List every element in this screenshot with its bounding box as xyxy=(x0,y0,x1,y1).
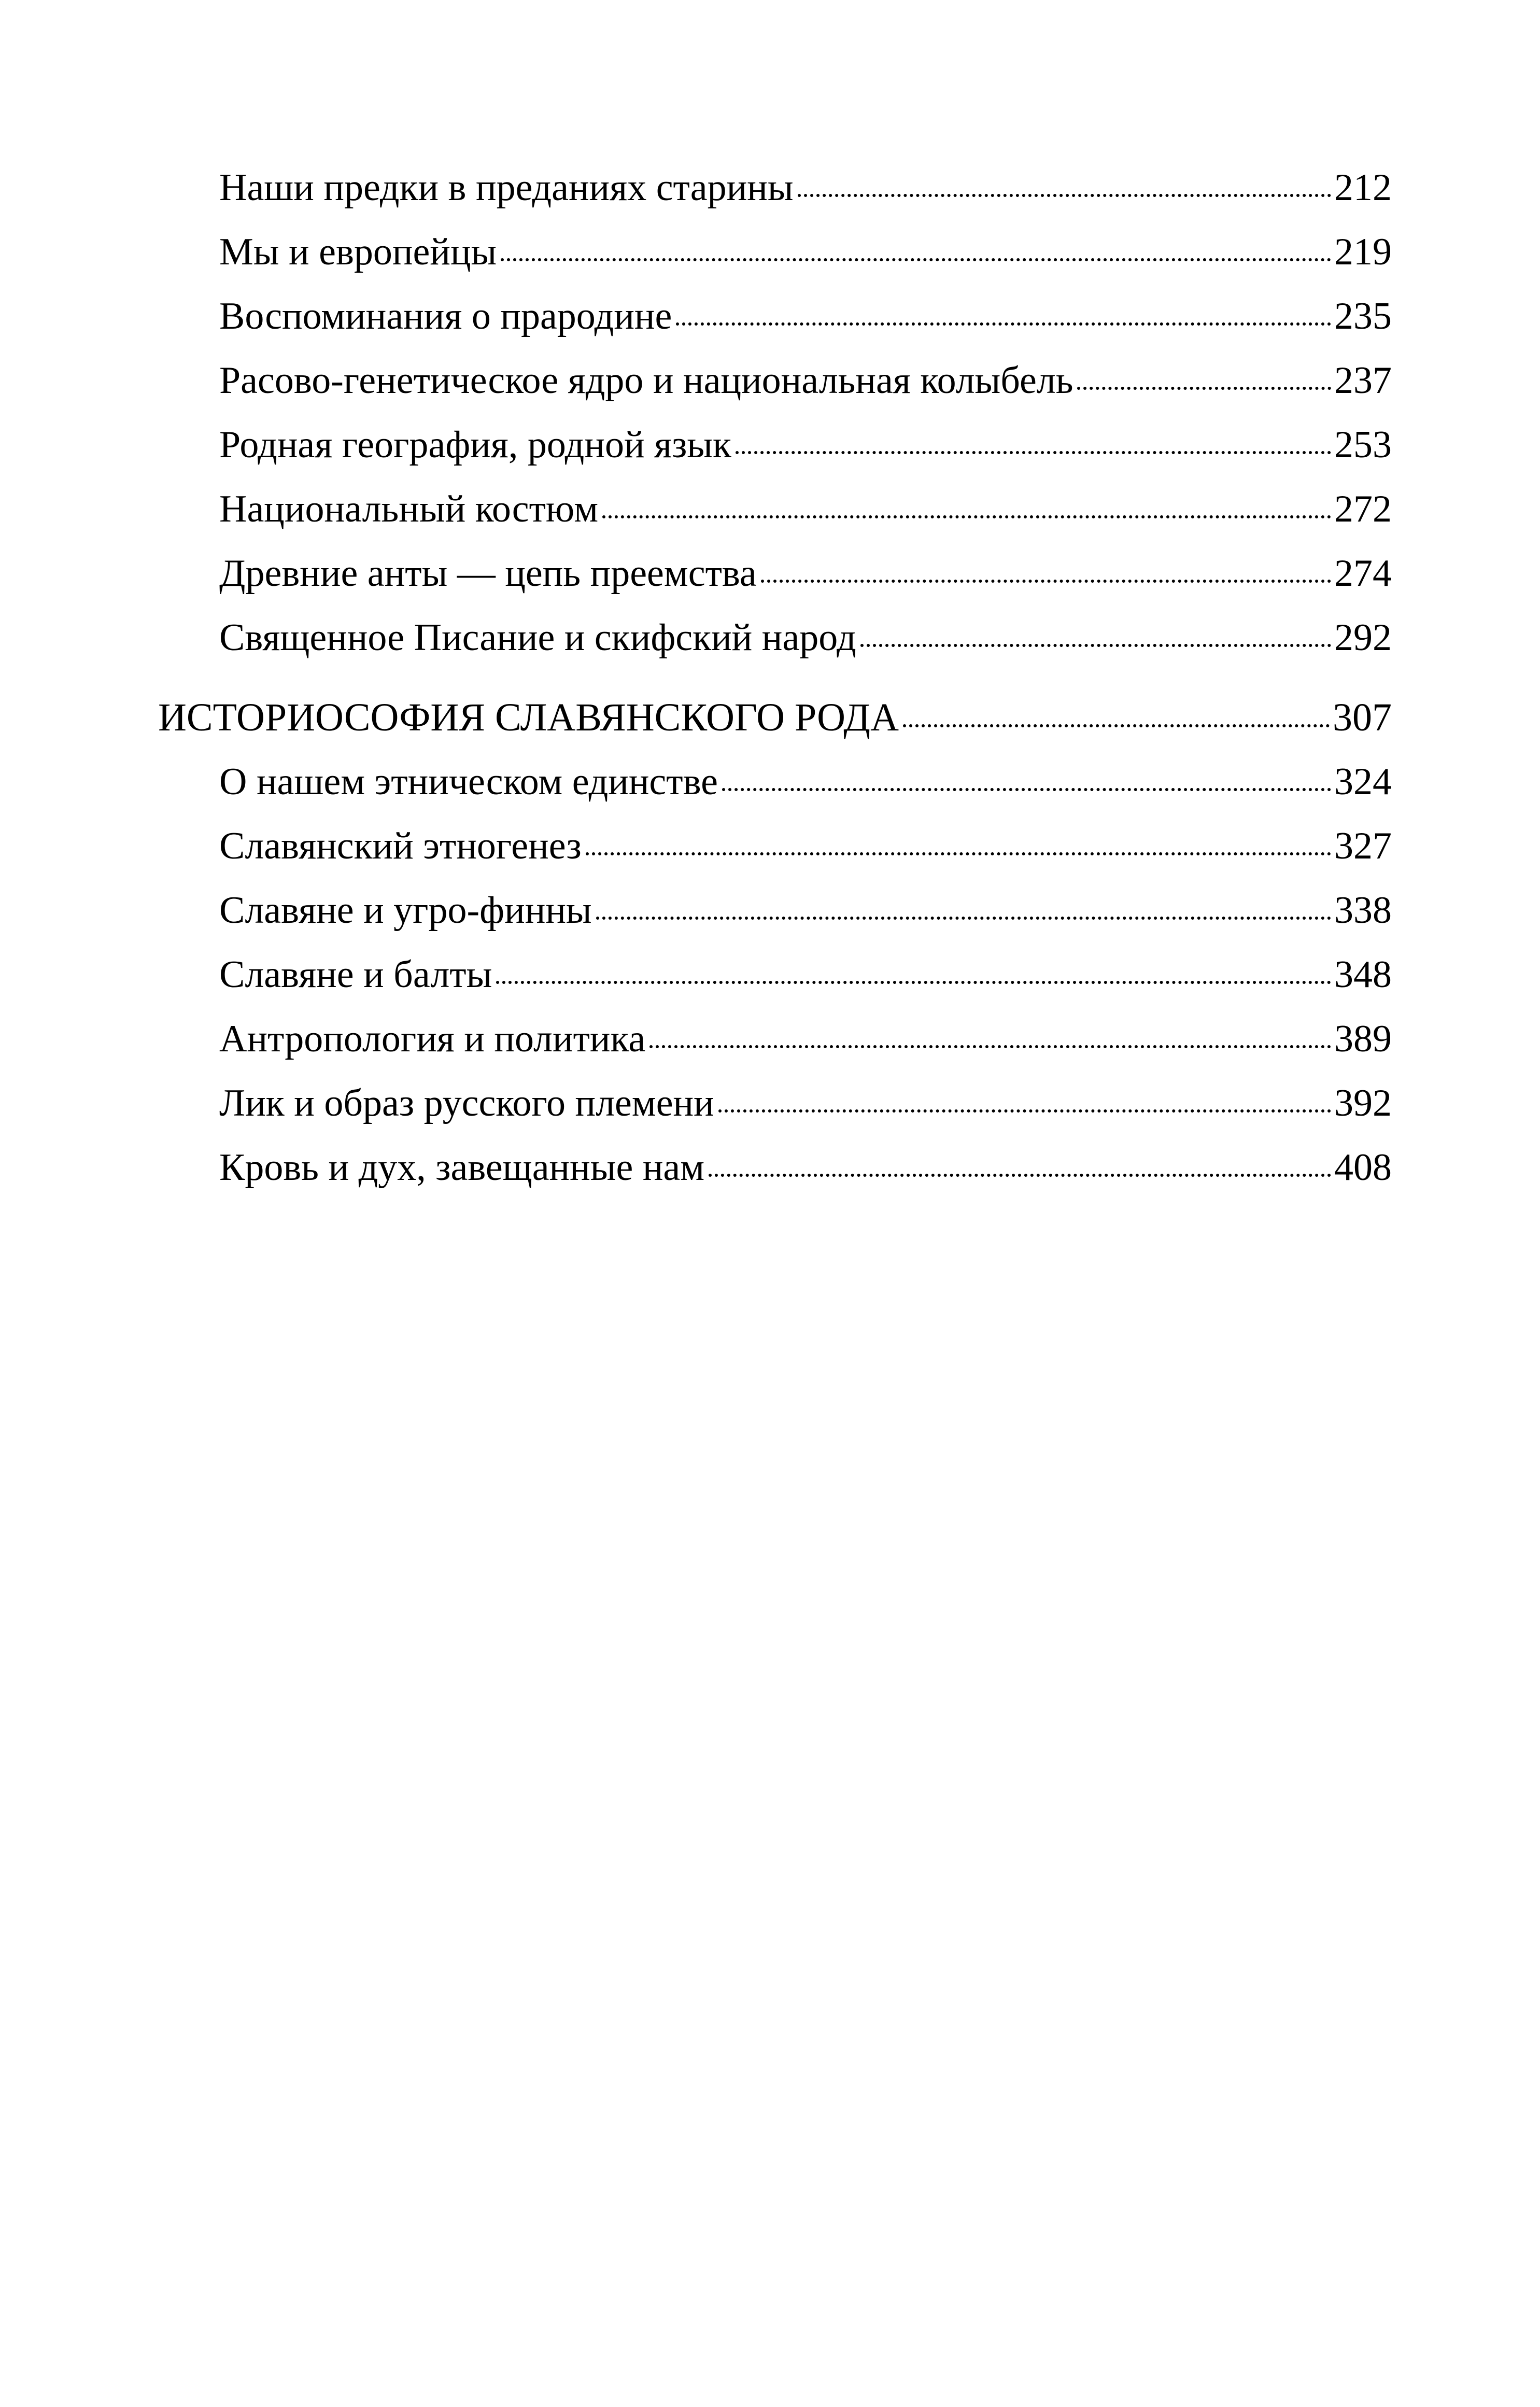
dot-leader xyxy=(1077,387,1331,390)
toc-entry xyxy=(158,1071,1392,1135)
dot-leader xyxy=(798,194,1331,197)
toc-entry-title: Древние анты — цепь преемства xyxy=(219,552,757,595)
toc-entry-title: Расово-генетическое ядро и национальная колыбель xyxy=(219,359,1073,402)
toc-entry-title: Славяне и балты xyxy=(219,953,492,996)
toc-entry-title: Национальный костюм xyxy=(219,488,599,530)
toc-entry xyxy=(158,348,1392,413)
toc-entry-title: Наши предки в преданиях старины xyxy=(219,166,794,209)
toc-entry-page: 219 xyxy=(1334,231,1392,273)
dot-leader xyxy=(736,451,1331,454)
dot-leader xyxy=(722,788,1331,791)
toc-entry xyxy=(158,942,1392,1007)
toc-entry xyxy=(158,284,1392,348)
toc-entry-title: О нашем этническом единстве xyxy=(219,761,718,803)
toc-section-heading xyxy=(158,685,1392,750)
toc-entry-page: 253 xyxy=(1334,424,1392,466)
dot-leader xyxy=(496,981,1331,984)
toc-entry-page: 389 xyxy=(1334,1018,1392,1060)
dot-leader xyxy=(709,1174,1331,1177)
dot-leader xyxy=(676,322,1331,326)
dot-leader xyxy=(501,258,1331,261)
toc-entry-title: Славяне и угро-финны xyxy=(219,889,592,932)
toc-entry-page: 327 xyxy=(1334,825,1392,867)
toc-entry xyxy=(158,750,1392,814)
toc-entry-page: 348 xyxy=(1334,953,1392,996)
dot-leader xyxy=(860,644,1331,647)
toc-entry xyxy=(158,814,1392,878)
dot-leader xyxy=(718,1109,1331,1113)
toc-entry xyxy=(158,541,1392,606)
toc-entry-page: 237 xyxy=(1334,359,1392,402)
toc-entry-page: 324 xyxy=(1334,761,1392,803)
toc-entry xyxy=(158,606,1392,670)
dot-leader xyxy=(903,724,1330,727)
toc-entry xyxy=(158,1135,1392,1200)
toc-entry-title: Мы и европейцы xyxy=(219,231,497,273)
toc-entry-page: 212 xyxy=(1334,166,1392,209)
dot-leader xyxy=(761,580,1331,583)
toc-entry-title: Лик и образ русского племени xyxy=(219,1082,714,1124)
toc-entry-title: Кровь и дух, завещанные нам xyxy=(219,1146,705,1189)
dot-leader xyxy=(602,515,1331,518)
dot-leader xyxy=(649,1045,1331,1048)
toc-entry-title: Антропология и политика xyxy=(219,1018,646,1060)
table-of-contents xyxy=(158,156,1392,1200)
toc-entry-page: 272 xyxy=(1334,488,1392,530)
toc-entry xyxy=(158,156,1392,220)
toc-section-title: ИСТОРИОСОФИЯ СЛАВЯНСКОГО РОДА xyxy=(158,696,899,739)
toc-entry xyxy=(158,477,1392,541)
toc-entry-page: 235 xyxy=(1334,295,1392,337)
dot-leader xyxy=(596,917,1331,920)
toc-entry xyxy=(158,878,1392,942)
dot-leader xyxy=(586,852,1331,855)
toc-entry xyxy=(158,413,1392,477)
toc-entry-title: Родная география, родной язык xyxy=(219,424,731,466)
toc-entry-title: Славянский этногенез xyxy=(219,825,582,867)
toc-entry xyxy=(158,1007,1392,1071)
toc-entry-title: Священное Писание и скифский народ xyxy=(219,616,856,659)
toc-entry-page: 274 xyxy=(1334,552,1392,595)
toc-entry-title: Воспоминания о прародине xyxy=(219,295,672,337)
toc-entry-page: 408 xyxy=(1334,1146,1392,1189)
toc-entry xyxy=(158,220,1392,284)
toc-section-page: 307 xyxy=(1333,696,1392,739)
toc-entry-page: 338 xyxy=(1334,889,1392,932)
toc-entry-page: 392 xyxy=(1334,1082,1392,1124)
toc-entry-page: 292 xyxy=(1334,616,1392,659)
